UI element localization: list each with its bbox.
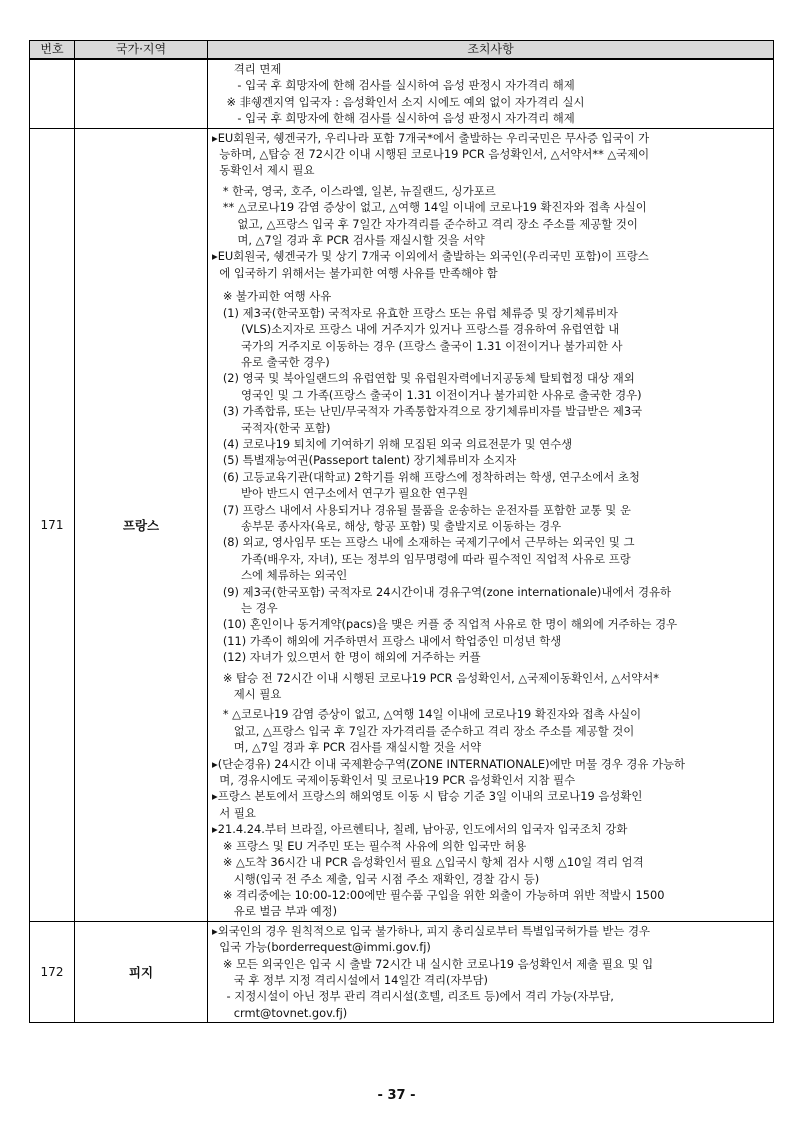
row-number: 171: [30, 128, 75, 921]
measure-line: * 한국, 영국, 호주, 이스라엘, 일본, 뉴질랜드, 싱가포르: [212, 183, 496, 198]
measure-line: (12) 자녀가 있으면서 한 명이 해외에 거주하는 커플: [212, 650, 481, 665]
measure-line: (VLS)소지자로 프랑스 내에 거주지가 있거나 프랑스를 경유하여 유럽연합 내: [212, 322, 620, 337]
measure-line: (10) 혼인이나 동거계약(pacs)을 맺은 커플 중 직업적 사유로 한 명이 해외에 거주하는 경우: [212, 617, 678, 632]
measure-line: ** △코로나19 감염 증상이 없고, △여행 14일 이내에 코로나19 확진자와 접촉 사실이: [212, 200, 647, 215]
measure-line: (7) 프랑스 내에서 사용되거나 경유될 물품을 운송하는 운전자를 포함한 교통 및 운: [212, 502, 631, 517]
measure-line: - 입국 후 희망자에 한해 검사를 실시하여 음성 판정시 자가격리 해제: [212, 111, 575, 126]
line-gap: [212, 281, 767, 288]
measure-line: 없고, △프랑스 입국 후 7일간 자가격리를 준수하고 격리 장소 주소를 제공할 것이: [212, 216, 638, 231]
row-number: 172: [30, 921, 75, 1022]
row-country: 피지: [75, 921, 208, 1022]
measure-line: (4) 코로나19 퇴치에 기여하기 위해 모집된 외국 의료전문가 및 연수생: [212, 436, 573, 451]
measure-line: 없고, △프랑스 입국 후 7일간 자가격리를 준수하고 격리 장소 주소를 제공할 것이: [212, 723, 635, 738]
measure-line: ※ 모든 외국인은 입국 시 출발 72시간 내 실시한 코로나19 음성확인서 제출 필요 및 입: [212, 956, 654, 971]
row-country: [75, 59, 208, 128]
measure-line: ▸프랑스 본토에서 프랑스의 해외영토 이동 시 탑승 기준 3일 이내의 코로나19 음성확인: [212, 789, 643, 804]
measure-line: (6) 고등교육기관(대학교) 2학기를 위해 프랑스에 정착하려는 학생, 연구소에서 초청: [212, 469, 640, 484]
measure-line: 격리 면제: [212, 62, 282, 76]
measure-line: - 입국 후 희망자에 한해 검사를 실시하여 음성 판정시 자가격리 해제: [212, 78, 575, 93]
measure-line: 는 경우: [212, 601, 278, 615]
measure-line: (8) 외교, 영사임무 또는 프랑스 내에 소재하는 국제기구에서 근무하는 외국인 및 그: [212, 535, 635, 550]
measure-line: ▸21.4.24.부터 브라질, 아르헨티나, 칠레, 남아공, 인도에서의 입국자 입국조치 강화: [212, 822, 628, 837]
table-row: [30, 59, 774, 128]
measure-line: ▸EU회원국, 쉥겐국가, 우리나라 포함 7개국*에서 출발하는 우리국민은 무사증 입국이 가: [212, 130, 650, 145]
measure-line: (5) 특별재능여권(Passeport talent) 장기체류비자 소지자: [212, 453, 517, 468]
table-row: [30, 128, 774, 921]
measure-line: 며, 경유시에도 국제이동확인서 및 코로나19 PCR 음성확인서 지참 필수: [212, 773, 576, 788]
header-number: 번호: [30, 41, 75, 60]
measure-line: ▸EU회원국, 쉥겐국가 및 상기 7개국 이외에서 출발하는 외국인(우리국민 포함)이 프랑스: [212, 249, 649, 264]
row-country: 프랑스: [75, 128, 208, 921]
measure-line: - 지정시설이 아닌 정부 관리 격리시설(호텔, 리조트 등)에서 격리 가능(자부담,: [212, 989, 614, 1004]
measure-line: 송부문 종사자(육로, 해상, 항공 포함) 및 출발지로 이동하는 경우: [212, 518, 562, 533]
measure-line: ※ 격리중에는 10:00-12:00에만 필수품 구입을 위한 외출이 가능하며 위반 적발시 1500: [212, 887, 665, 902]
measure-line: ※ 非쉥겐지역 입국자 : 음성확인서 소지 시에도 예외 없이 자가격리 실시: [212, 94, 585, 109]
header-measures: 조치사항: [208, 41, 774, 60]
measure-line: 서 필요: [212, 805, 256, 820]
measure-line: 유로 벌금 부과 예정): [212, 904, 338, 919]
measures-table: [29, 40, 774, 1023]
measure-line: 국가의 거주지로 이동하는 경우 (프랑스 출국이 1.31 이전이거나 불가피한 사: [212, 338, 623, 353]
measure-line: 시행(입국 전 주소 제출, 입국 시점 주소 재확인, 경찰 감시 등): [212, 871, 540, 886]
measure-line: ▸외국인의 경우 원칙적으로 입국 불가하나, 피지 총리실로부터 특별입국허가를 받는 경우: [212, 923, 651, 938]
measure-line: 능하며, △탑승 전 72시간 이내 시행된 코로나19 PCR 음성확인서, △서약서** △국제이: [212, 147, 650, 162]
measure-line: ※ 불가피한 여행 사유: [212, 289, 332, 304]
measure-line: 며, △7일 경과 후 PCR 검사를 재실시할 것을 서약: [212, 740, 482, 755]
row-measures: [208, 59, 774, 128]
measure-line: ※ △도착 36시간 내 PCR 음성확인서 필요 △입국시 항체 검사 시행 △10일 격리 엄격: [212, 855, 644, 870]
measure-line: 스에 체류하는 외국인: [212, 568, 348, 583]
measure-line: (2) 영국 및 북아일랜드의 유럽연합 및 유럽원자력에너지공동체 탈퇴협정 대상 재외: [212, 371, 635, 386]
measure-line: ※ 탑승 전 72시간 이내 시행된 코로나19 PCR 음성확인서, △국제이동확인서, △서약서*: [212, 670, 659, 685]
table-row: [30, 921, 774, 1022]
measure-line: (9) 제3국(한국포함) 국적자로 24시간이내 경유구역(zone internationale)내에서 경유하: [212, 584, 672, 599]
measure-line: crmt@tovnet.gov.fj): [212, 1005, 348, 1020]
header-country: 국가·지역: [75, 41, 208, 60]
measure-line: 에 입국하기 위해서는 불가피한 여행 사유를 만족해야 함: [212, 265, 498, 280]
row-measures: [208, 128, 774, 921]
measure-line: 국 후 정부 지정 격리시설에서 14일간 격리(자부담): [212, 972, 488, 987]
measure-line: 며, △7일 경과 후 PCR 검사를 재실시할 것을 서약: [212, 233, 485, 248]
measure-line: (1) 제3국(한국포함) 국적자로 유효한 프랑스 또는 유럽 체류증 및 장기체류비자: [212, 305, 618, 320]
measure-line: (3) 가족합류, 또는 난민/무국적자 가족통합자격으로 장기체류비자를 발급받은 제3국: [212, 404, 643, 419]
page-number: - 37 -: [377, 1088, 416, 1103]
measure-line: ▸(단순경유) 24시간 이내 국제환승구역(ZONE INTERNATIONALE)에만 머물 경우 경유 가능하: [212, 756, 686, 771]
measure-line: (11) 가족이 해외에 거주하면서 프랑스 내에서 학업중인 미성년 학생: [212, 633, 562, 648]
measure-line: 국적자(한국 포함): [212, 420, 331, 435]
measure-line: 입국 가능(borderrequest@immi.gov.fj): [212, 940, 431, 955]
table-header-row: [30, 41, 774, 60]
measure-line: 받아 반드시 연구소에서 연구가 필요한 연구원: [212, 486, 469, 501]
measure-line: 가족(배우자, 자녀), 또는 정부의 임무명령에 따라 필수적인 직업적 사유로 프랑: [212, 551, 631, 566]
row-number: [30, 59, 75, 128]
measure-line: 제시 필요: [212, 687, 282, 702]
measure-line: * △코로나19 감염 증상이 없고, △여행 14일 이내에 코로나19 확진자와 접촉 사실이: [212, 707, 642, 722]
measure-line: 유로 출국한 경우): [212, 354, 330, 369]
row-measures: [208, 921, 774, 1022]
measure-line: 동확인서 제시 필요: [212, 163, 315, 178]
measure-line: 영국인 및 그 가족(프랑스 출국이 1.31 이전이거나 불가피한 사유로 출국한 경우): [212, 387, 642, 402]
measure-line: ※ 프랑스 및 EU 거주민 또는 필수적 사유에 의한 입국만 허용: [212, 838, 527, 853]
